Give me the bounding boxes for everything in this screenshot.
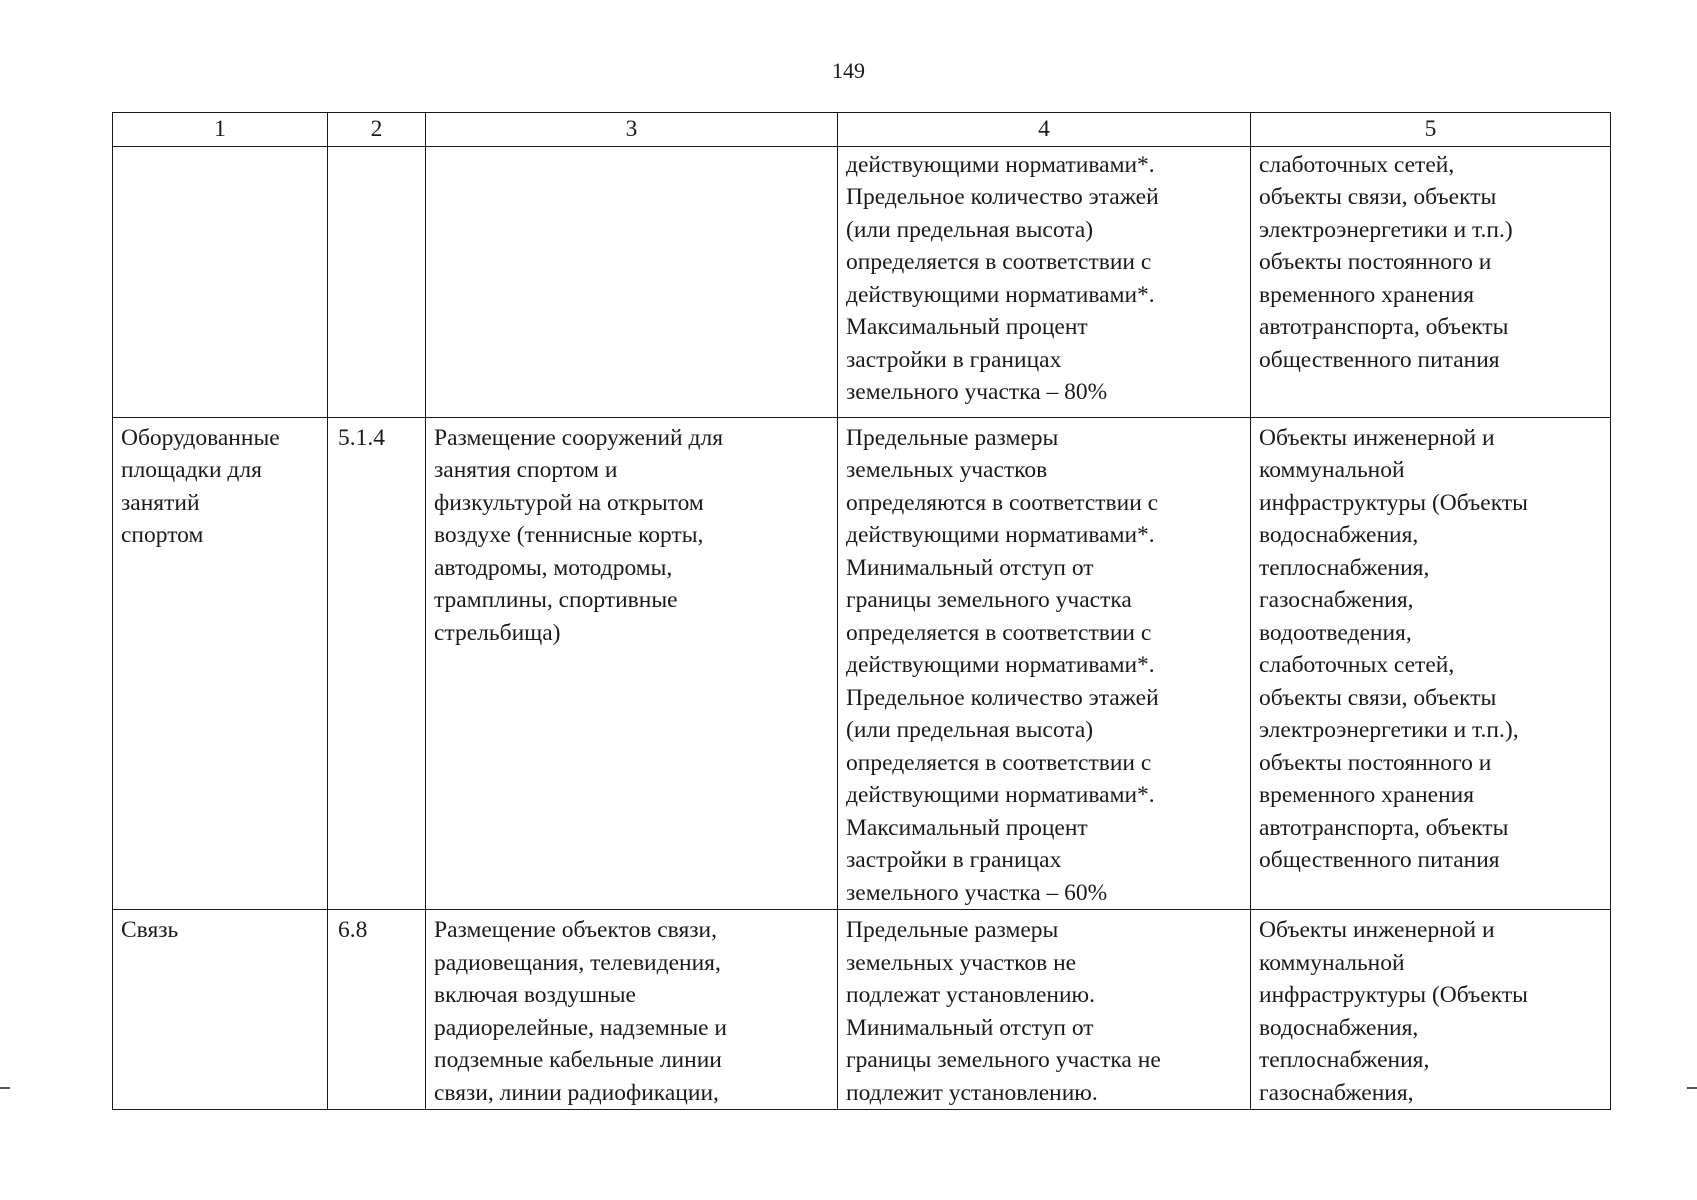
scan-edge-mark (0, 1087, 10, 1089)
table-row (113, 910, 1611, 1110)
use-type-cell: Связь (113, 910, 328, 1110)
code-cell: 6.8 (328, 910, 426, 1110)
code-cell: 5.1.4 (328, 417, 426, 910)
column-header: 2 (328, 113, 426, 147)
auxiliary-uses-cell: Объекты инженерной и коммунальной инфраструктуры (Объекты водоснабжения, теплоснабжения, газоснабжения, (1251, 910, 1611, 1110)
parameters-cell: Предельные размеры земельных участков не подлежат установлению. Минимальный отступ от границы земельного участка не подлежит установлению. (838, 910, 1251, 1110)
column-header: 5 (1251, 113, 1611, 147)
land-use-table (112, 112, 1611, 1110)
parameters-cell: действующими нормативами*. Предельное количество этажей (или предельная высота) определяется в соответствии с действующими нормативами*. Максимальный процент застройки в границах земельного участка – 80% (838, 146, 1251, 417)
parameters-cell: Предельные размеры земельных участков определяются в соответствии с действующими нормативами*. Минимальный отступ от границы земельного участка определяется в соответствии с действующими нормативами*. Предельное количество этажей (или предельная высота) определяется в соответствии с действующими нормативами*. Максимальный процент застройки в границах земельного участка – 60% (838, 417, 1251, 910)
table-row (113, 146, 1611, 417)
description-cell: Размещение объектов связи, радиовещания, телевидения, включая воздушные радиорелейные, надземные и подземные кабельные линии связи, линии радиофикации, (426, 910, 838, 1110)
description-cell: Размещение сооружений для занятия спортом и физкультурой на открытом воздухе (теннисные корты, автодромы, мотодромы, трамплины, спортивные стрельбища) (426, 417, 838, 910)
page-number: 149 (832, 58, 865, 83)
scan-edge-mark (1687, 1087, 1697, 1089)
column-header: 1 (113, 113, 328, 147)
code-cell (328, 146, 426, 417)
auxiliary-uses-cell: Объекты инженерной и коммунальной инфраструктуры (Объекты водоснабжения, теплоснабжения, газоснабжения, водоотведения, слаботочных сетей, объекты связи, объекты электроэнергетики и т.п.), объекты постоянного и временного хранения автотранспорта, объекты общественного питания (1251, 417, 1611, 910)
column-header: 4 (838, 113, 1251, 147)
table-row (113, 417, 1611, 910)
use-type-cell: Оборудованные площадки для занятий спортом (113, 417, 328, 910)
description-cell (426, 146, 838, 417)
auxiliary-uses-cell: слаботочных сетей, объекты связи, объекты электроэнергетики и т.п.) объекты постоянного и временного хранения автотранспорта, объекты общественного питания (1251, 146, 1611, 417)
column-header: 3 (426, 113, 838, 147)
use-type-cell (113, 146, 328, 417)
table-header-row (113, 113, 1611, 147)
